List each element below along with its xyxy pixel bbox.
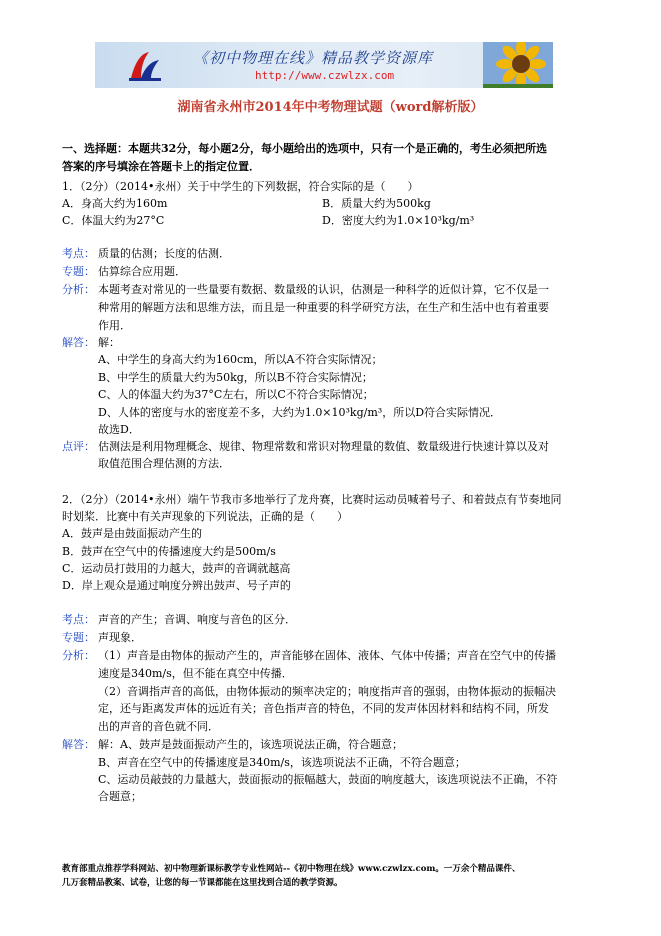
q2-fenxi-line: 定，还与距离发声体的远近有关；音色指声音的特色，不同的发声体因材料和结构不同，所发 [98,702,549,715]
document-title: 湖南省永州市2014年中考物理试题（word解析版） [177,100,484,115]
section-heading-line2: 答案的序号填涂在答题卡上的指定位置． [62,160,260,173]
q2-jieda-line: 解：A、鼓声是鼓面振动产生的，该选项说法正确，符合题意； [98,738,403,751]
banner-url: http://www.czwlzx.com [255,69,395,82]
q2-kaodian-label: 考点： [62,613,95,626]
q2-option-b: B．鼓声在空气中的传播速度大约是500m/s [62,545,276,558]
q2-jieda-line: B、声音在空气中的传播速度是340m/s，该选项说法不正确，不符合题意； [98,756,466,769]
q1-jieda-line: 解： [98,336,120,349]
q1-jieda-line: D、人体的密度与水的密度差不多，大约为1.0×10³kg/m³，所以D符合实际情况． [98,406,502,419]
q1-zhuanti: 估算综合应用题． [98,265,186,278]
q1-option-b: B．质量大约为500kg [322,197,431,210]
q2-fenxi-line: （1）声音是由物体的振动产生的，声音能够在固体、液体、气体中传播；声音在空气中的传播 [98,649,556,662]
q2-stem-line1: 2．（2分）（2014•永州）端午节我市多地举行了龙舟赛，比赛时运动员喊着号子、和着鼓点有节奏地同 [62,493,562,506]
header-banner [95,42,553,88]
q1-jieda-line: B、中学生的质量大约为50kg，所以B不符合实际情况； [98,371,373,384]
q2-fenxi-line: 出的声音的音色就不同． [98,720,219,733]
section-heading-line1: 一、选择题：本题共32分，每小题2分，每小题给出的选项中，只有一个是正确的，考生必须把所选 [62,142,547,155]
q2-jieda-label: 解答： [62,738,95,751]
q2-fenxi-line: （2）音调指声音的高低，由物体振动的频率决定的；响度指声音的强弱，由物体振动的振幅决 [98,685,556,698]
q1-jieda-label: 解答： [62,336,95,349]
page-footer [62,862,520,890]
q1-option-a: A．身高大约为160m [62,197,168,210]
q2-stem-line2: 时划桨．比赛中有关声现象的下列说法，正确的是（ ） [62,510,348,523]
q1-stem: 1．（2分）（2014•永州）关于中学生的下列数据，符合实际的是（ ） [62,180,419,193]
q1-dianping-line: 取值范围合理估测的方法． [98,457,230,470]
footer-line1: 教育部重点推荐学科网站、初中物理新课标教学专业性网站--《初中物理在线》www.czwlzx.com。一万余个精品课件、 [62,864,521,874]
banner-title: 《初中物理在线》精品教学资源库 [193,49,434,67]
q2-fenxi-line: 速度是340m/s，但不能在真空中传播． [98,667,293,680]
q1-option-c: C．体温大约为27°C [62,214,165,227]
q2-jieda-line: C、运动员敲鼓的力量越大，鼓面振动的振幅越大，鼓面的响度越大，该选项说法不正确，不符 [98,773,558,786]
q1-kaodian-label: 考点： [62,247,95,260]
q1-zhuanti-label: 专题： [62,265,95,278]
q2-option-c: C．运动员打鼓用的力越大，鼓声的音调就越高 [62,562,291,575]
q1-fenxi-line: 作用． [98,319,131,332]
q2-zhuanti: 声现象． [98,631,142,644]
q1-fenxi-line: 本题考查对常见的一些量要有数据、数量级的认识，估测是一种科学的近似计算，它不仅是一 [98,283,549,296]
q1-jieda-line: 故选D． [98,423,140,436]
q2-option-d: D．岸上观众是通过响度分辨出鼓声、号子声的 [62,579,291,592]
q2-jieda-line: 合题意； [98,790,142,803]
site-logo-icon [127,48,163,84]
q1-dianping-line: 估测法是利用物理概念、规律、物理常数和常识对物理量的数值、数量级进行快速计算以及对 [98,440,549,453]
q2-fenxi-label: 分析： [62,649,95,662]
q1-kaodian: 质量的估测；长度的估测． [98,247,230,260]
footer-line2: 几万套精品教案、试卷，让您的每一节课都能在这里找到合适的教学资源。 [62,878,343,888]
q1-jieda-line: C、人的体温大约为37°C左右，所以C不符合实际情况； [98,388,374,401]
q1-option-d: D．密度大约为1.0×10³kg/m³ [322,214,475,227]
q1-jieda-line: A、中学生的身高大约为160cm，所以A不符合实际情况； [98,353,383,366]
q2-kaodian: 声音的产生；音调、响度与音色的区分． [98,613,296,626]
q2-option-a: A．鼓声是由鼓面振动产生的 [62,527,202,540]
q1-dianping-label: 点评： [62,440,95,453]
q1-fenxi-label: 分析： [62,283,95,296]
q1-fenxi-line: 种常用的解题方法和思维方法，而且是一种重要的科学研究方法，在生产和生活中也有着重要 [98,301,549,314]
sunflower-icon [483,42,553,88]
q2-zhuanti-label: 专题： [62,631,95,644]
